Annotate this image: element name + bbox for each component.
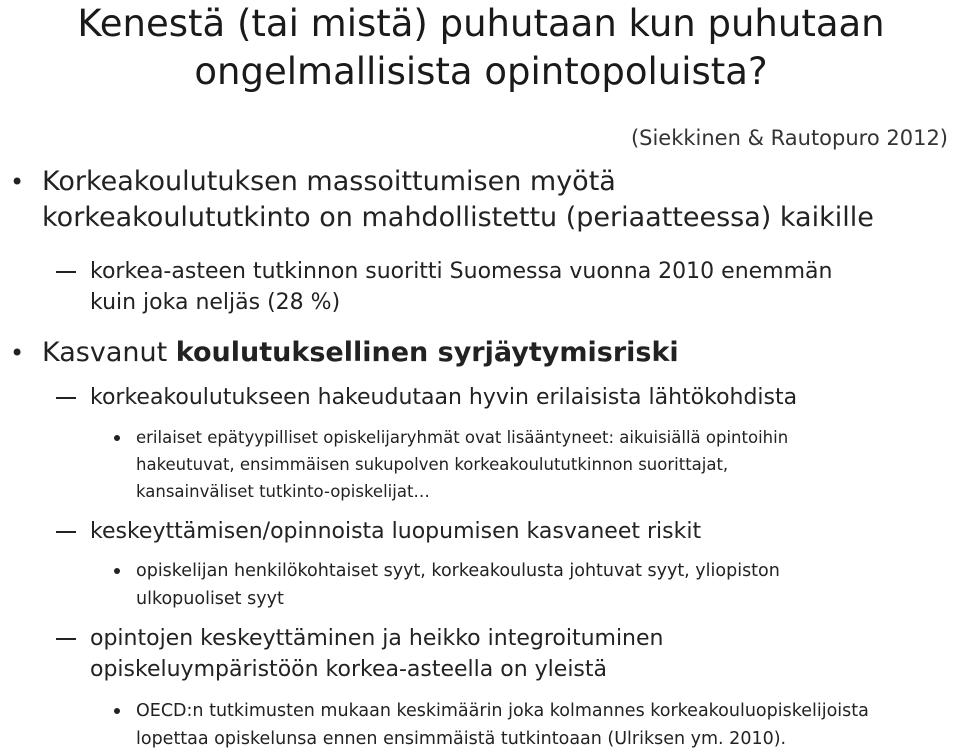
dash-marker	[56, 638, 76, 640]
detail-2-2-1	[136, 557, 946, 613]
sub-point-2-2	[90, 516, 950, 547]
dash-marker	[56, 271, 76, 273]
detail-2-3-1-line-1: OECD:n tutkimusten mukaan keskimäärin joka kolmannes korkeakouluopiskelijoista	[136, 701, 869, 721]
detail-2-2-1-line-2: ulkopuoliset syyt	[136, 589, 284, 609]
bullet-marker: •	[10, 339, 25, 367]
sub-point-1-1	[90, 256, 950, 318]
dot-marker	[114, 708, 120, 714]
slide-title-line-1: Kenestä (tai mistä) puhutaan kun puhutaan	[77, 2, 885, 45]
bullet-point-2-emphasis: koulutuksellinen syrjäytymisriski	[175, 337, 679, 368]
dot-marker	[114, 568, 120, 574]
sub-point-2-1	[90, 382, 950, 413]
bullet-point-2	[10, 335, 942, 371]
detail-2-2-1-line-1: opiskelijan henkilökohtaiset syyt, korkeakoulusta johtuvat syyt, yliopiston	[136, 561, 780, 581]
bullet-point-2-prefix: Kasvanut	[42, 337, 176, 368]
bullet-marker: •	[10, 168, 25, 196]
detail-2-1-1-line-1: erilaiset epätyypilliset opiskelijaryhmät ovat lisääntyneet: aikuisiällä opintoihin	[136, 428, 789, 447]
dot-marker	[114, 435, 120, 441]
detail-2-1-1	[136, 424, 946, 505]
sub-point-2-1-text: korkeakoulutukseen hakeudutaan hyvin erilaisista lähtökohdista	[90, 385, 798, 410]
bullet-point-1-line-1: Korkeakoulutuksen massoittumisen myötä	[42, 166, 616, 197]
bullet-point-1	[10, 164, 942, 236]
sub-point-2-3-line-1: opintojen keskeyttäminen ja heikko integroituminen	[90, 626, 664, 651]
citation: (Siekkinen & Rautopuro 2012)	[630, 126, 948, 150]
sub-point-2-3	[90, 623, 950, 685]
detail-2-3-1-line-2: lopettaa opiskelunsa ennen ensimmäistä tutkintoaan (Ulriksen ym. 2010).	[136, 729, 787, 749]
detail-2-1-1-line-2: hakeutuvat, ensimmäisen sukupolven korkeakoulututkinnon suorittajat,	[136, 455, 729, 474]
sub-point-2-2-text: keskeyttämisen/opinnoista luopumisen kasvaneet riskit	[90, 519, 702, 544]
sub-point-2-3-line-2: opiskeluympäristöön korkea-asteella on yleistä	[90, 657, 607, 682]
sub-point-1-1-line-2: kuin joka neljäs (28 %)	[90, 290, 341, 315]
dash-marker	[56, 397, 76, 399]
bullet-point-1-line-2: korkeakoulututkinto on mahdollistettu (periaatteessa) kaikille	[42, 202, 874, 233]
detail-2-3-1	[136, 697, 946, 753]
sub-point-1-1-line-1: korkea-asteen tutkinnon suoritti Suomessa vuonna 2010 enemmän	[90, 259, 833, 284]
dash-marker	[56, 531, 76, 533]
detail-2-1-1-line-3: kansainväliset tutkinto-opiskelijat…	[136, 482, 430, 501]
slide-title	[6, 0, 956, 96]
slide-title-line-2: ongelmallisista opintopoluista?	[194, 50, 768, 93]
